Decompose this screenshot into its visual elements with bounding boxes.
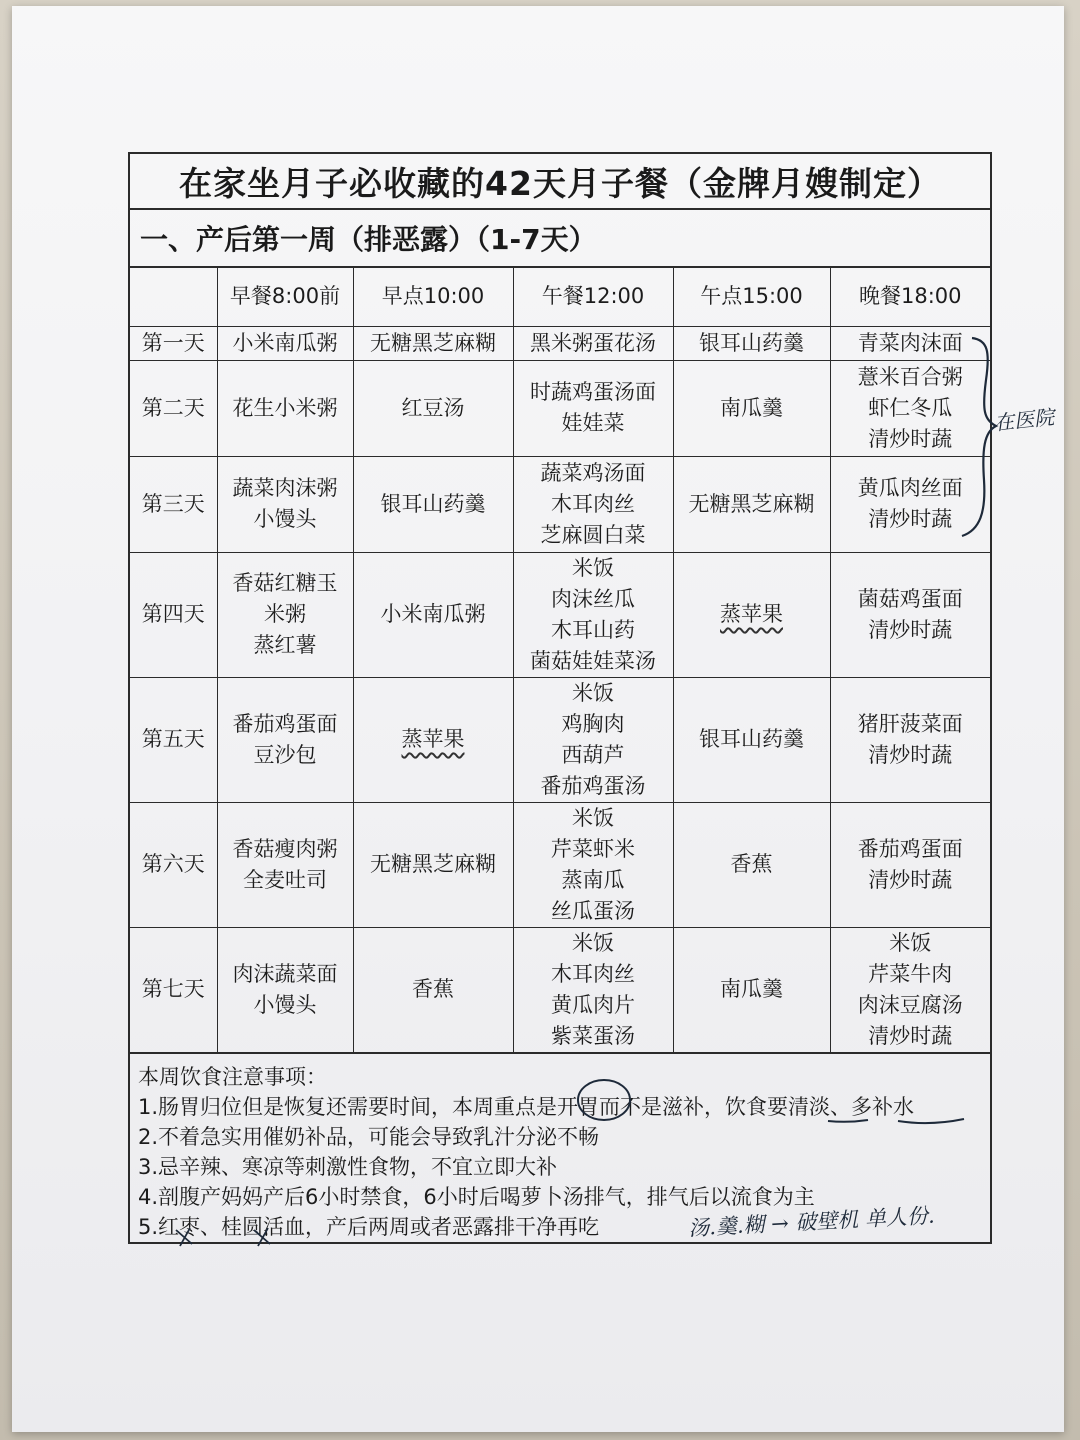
bottom-note: 汤.羹.糊 → 破壁机 单人份. <box>687 1203 936 1241</box>
meal-item: 蔬菜鸡汤面 <box>540 460 646 485</box>
note-item: 2.不着急实用催奶补品，可能会导致乳汁分泌不畅 <box>138 1124 600 1149</box>
section-heading: 一、产后第一周（排恶露）（1-7天） <box>130 210 990 268</box>
meal-item: 蔬菜肉沫粥 <box>232 476 338 500</box>
table-row <box>130 677 990 802</box>
meal-cell-snack-pm <box>673 677 830 802</box>
day-label: 第三天 <box>130 456 217 552</box>
header-morning-snack: 早点10:00 <box>353 268 513 326</box>
meal-item: 黄瓜肉丝面 <box>857 476 963 500</box>
meal-item: 薏米百合粥 <box>857 364 963 389</box>
meal-cell-breakfast <box>217 552 353 677</box>
meal-item: 清炒时蔬 <box>868 867 953 892</box>
meal-item: 香菇红糖玉 <box>232 571 338 595</box>
meal-cell-lunch <box>513 552 673 677</box>
meal-item: 红豆汤 <box>401 395 465 420</box>
meal-item: 番茄鸡蛋面 <box>232 711 338 736</box>
day-label: 第一天 <box>130 326 217 360</box>
table-row <box>130 456 990 552</box>
meal-item: 香蕉 <box>412 977 454 1001</box>
meal-item: 米饭 <box>572 555 614 580</box>
meal-cell-snack-am <box>353 456 513 552</box>
meal-item: 丝瓜蛋汤 <box>551 898 635 923</box>
meal-item: 无糖黑芝麻糊 <box>370 852 496 876</box>
meal-item: 清炒时蔬 <box>868 1023 953 1048</box>
day-label: 第六天 <box>130 802 217 927</box>
table-row <box>130 927 990 1052</box>
meal-item: 全麦吐司 <box>243 867 327 892</box>
meal-item: 黄瓜肉片 <box>551 992 635 1017</box>
meal-item: 小米南瓜粥 <box>232 330 338 355</box>
note-item <box>138 1092 990 1122</box>
meal-cell-dinner <box>830 456 990 552</box>
meal-item: 米饭 <box>572 680 614 705</box>
margin-note: 在医院 <box>993 404 1056 436</box>
meal-item: 西葫芦 <box>561 742 625 767</box>
meal-item: 米饭 <box>572 930 614 955</box>
meal-item: 清炒时蔬 <box>868 507 953 531</box>
header-corner <box>130 268 217 326</box>
meal-item: 小馒头 <box>253 507 317 531</box>
meal-item: 黑米粥蛋花汤 <box>530 330 656 355</box>
meal-item: 肉沫豆腐汤 <box>857 992 963 1017</box>
meal-cell-lunch <box>513 360 673 456</box>
day-label: 第五天 <box>130 677 217 802</box>
meal-cell-lunch <box>513 802 673 927</box>
meal-item: 小米南瓜粥 <box>380 602 486 626</box>
meal-item: 肉沫丝瓜 <box>551 586 635 611</box>
meal-cell-snack-am <box>353 802 513 927</box>
table-row <box>130 552 990 677</box>
meal-cell-snack-pm <box>673 456 830 552</box>
note-item: 4.剖腹产妈妈产后6小时禁食，6小时后喝萝卜汤排气，排气后以流食为主 <box>138 1184 815 1209</box>
meal-cell-snack-am <box>353 360 513 456</box>
meal-cell-snack-am <box>353 677 513 802</box>
meal-cell-dinner <box>830 927 990 1052</box>
meal-cell-breakfast <box>217 802 353 927</box>
meal-cell-snack-pm <box>673 927 830 1052</box>
meal-item: 蒸南瓜 <box>561 867 625 892</box>
meal-cell-dinner <box>830 552 990 677</box>
meal-cell-breakfast <box>217 927 353 1052</box>
day-label: 第二天 <box>130 360 217 456</box>
meal-item: 青菜肉沫面 <box>857 330 963 355</box>
meal-cell-dinner <box>830 360 990 456</box>
note-item: 3.忌辛辣、寒凉等刺激性食物，不宜立即大补 <box>138 1154 558 1179</box>
meal-cell-dinner <box>830 677 990 802</box>
meal-item: 木耳肉丝 <box>551 491 635 516</box>
meal-cell-lunch <box>513 927 673 1052</box>
meal-item: 南瓜羹 <box>720 977 783 1001</box>
meal-cell-lunch <box>513 326 673 360</box>
table-row <box>130 326 990 360</box>
meal-item: 紫菜蛋汤 <box>551 1023 635 1048</box>
meal-cell-lunch <box>513 677 673 802</box>
meal-item: 番茄鸡蛋面 <box>857 836 963 861</box>
meal-cell-breakfast <box>217 677 353 802</box>
header-breakfast: 早餐8:00前 <box>217 268 353 326</box>
meal-item: 木耳山药 <box>551 617 635 642</box>
meal-table <box>130 268 990 1053</box>
meal-item: 菌菇鸡蛋面 <box>857 586 963 611</box>
meal-item: 芝麻圆白菜 <box>540 522 646 547</box>
meal-item: 时蔬鸡蛋汤面 <box>530 380 656 404</box>
meal-cell-snack-am <box>353 927 513 1052</box>
meal-item: 芹菜牛肉 <box>868 961 953 986</box>
meal-item: 花生小米粥 <box>232 395 338 420</box>
meal-cell-dinner <box>830 802 990 927</box>
table-header-row <box>130 268 990 326</box>
meal-item: 小馒头 <box>253 992 317 1017</box>
meal-item: 无糖黑芝麻糊 <box>370 330 496 355</box>
meal-cell-snack-pm <box>673 360 830 456</box>
table-row <box>130 360 990 456</box>
meal-item: 猪肝菠菜面 <box>857 711 963 736</box>
meal-cell-snack-am <box>353 326 513 360</box>
meal-item: 蒸苹果 <box>401 727 465 751</box>
meal-item: 鸡胸肉 <box>561 711 625 736</box>
meal-item: 菌菇娃娃菜汤 <box>530 648 656 673</box>
meal-item: 清炒时蔬 <box>868 426 953 451</box>
meal-item: 蒸苹果 <box>720 602 783 626</box>
meal-item: 香菇瘦肉粥 <box>232 836 338 861</box>
meal-item: 银耳山药羹 <box>699 330 804 355</box>
header-lunch: 午餐12:00 <box>513 268 673 326</box>
meal-cell-breakfast <box>217 456 353 552</box>
header-afternoon-snack: 午点15:00 <box>673 268 830 326</box>
meal-item: 肉沫蔬菜面 <box>232 961 338 986</box>
document-title: 在家坐月子必收藏的42天月子餐（金牌月嫂制定） <box>130 154 990 210</box>
header-dinner: 晚餐18:00 <box>830 268 990 326</box>
meal-cell-snack-pm <box>673 552 830 677</box>
meal-item: 清炒时蔬 <box>868 617 953 642</box>
meal-cell-lunch <box>513 456 673 552</box>
meal-item: 南瓜羹 <box>720 395 783 420</box>
meal-item: 虾仁冬瓜 <box>868 395 953 420</box>
note-item: 5.红枣、桂圆活血，产后两周或者恶露排干净再吃 <box>138 1214 600 1239</box>
meal-cell-breakfast <box>217 360 353 456</box>
meal-item: 无糖黑芝麻糊 <box>688 491 815 516</box>
meal-item: 蒸红薯 <box>253 633 317 657</box>
meal-cell-snack-am <box>353 552 513 677</box>
meal-item: 银耳山药羹 <box>699 727 804 751</box>
meal-cell-breakfast <box>217 326 353 360</box>
table-row <box>130 802 990 927</box>
day-label: 第四天 <box>130 552 217 677</box>
meal-item: 米饭 <box>889 930 932 955</box>
meal-item: 木耳肉丝 <box>551 961 635 986</box>
meal-cell-snack-pm <box>673 326 830 360</box>
meal-item: 芹菜虾米 <box>551 836 635 861</box>
meal-cell-dinner <box>830 326 990 360</box>
meal-item: 番茄鸡蛋汤 <box>540 773 646 798</box>
meal-item: 娃娃菜 <box>561 411 625 435</box>
meal-item: 豆沙包 <box>253 742 317 767</box>
meal-item: 米粥 <box>264 602 306 626</box>
menu-document <box>128 152 992 1244</box>
meal-item: 清炒时蔬 <box>868 742 953 767</box>
meal-item: 银耳山药羹 <box>380 491 486 516</box>
day-label: 第七天 <box>130 927 217 1052</box>
meal-item: 香蕉 <box>730 852 773 876</box>
meal-item: 米饭 <box>572 805 614 830</box>
note-item-1-text: 1.肠胃归位但是恢复还需要时间，本周重点是开胃而不是滋补，饮食要清淡、多补水 <box>138 1094 915 1119</box>
meal-cell-snack-pm <box>673 802 830 927</box>
notes-heading: 本周饮食注意事项： <box>138 1064 327 1089</box>
